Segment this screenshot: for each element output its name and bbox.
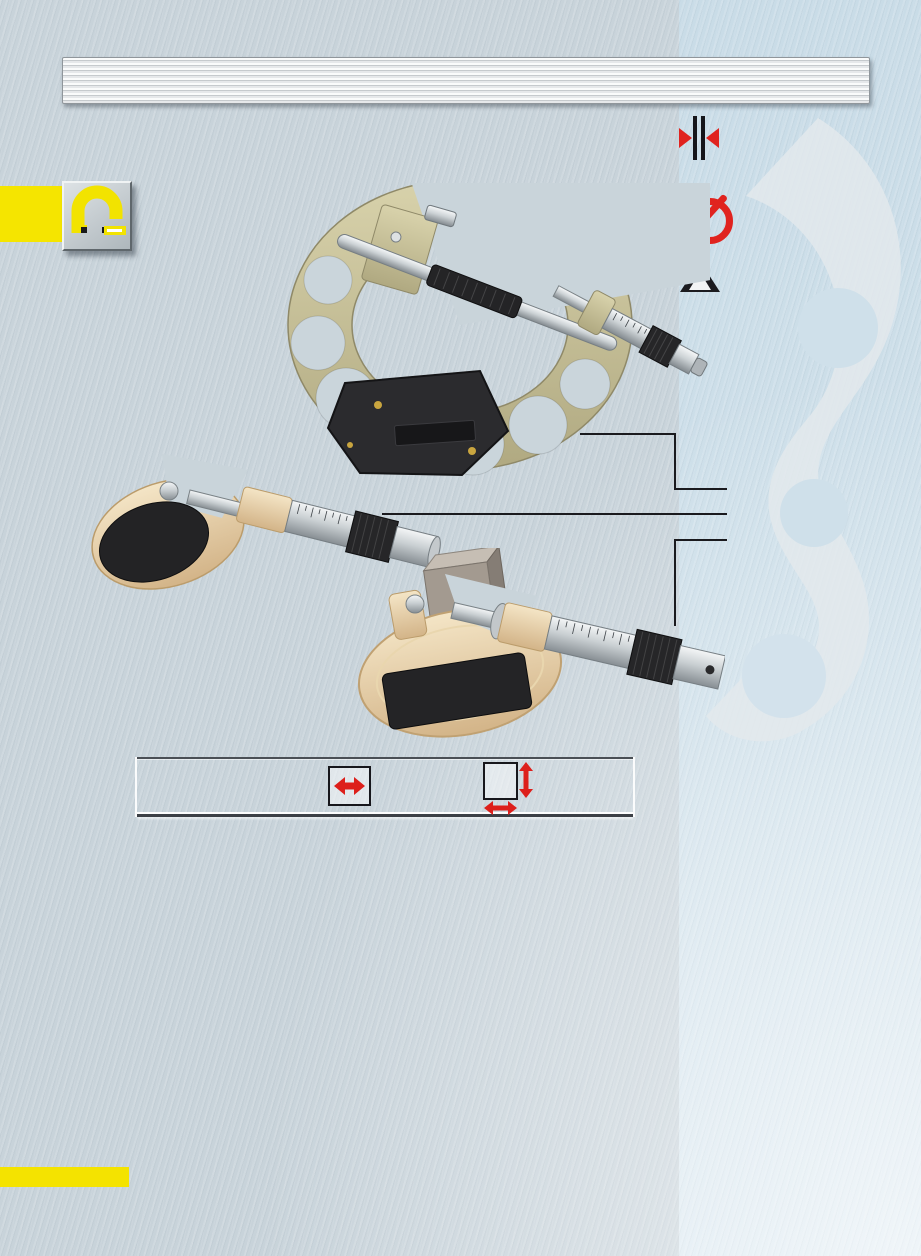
- brand-logo: [62, 181, 132, 251]
- page-number-bar: [0, 1167, 129, 1187]
- graduation-icon: [680, 116, 718, 160]
- page-header-bar: [62, 57, 870, 104]
- table-bottom-border: [137, 814, 633, 817]
- micrometer-photo-bottom: [345, 548, 725, 743]
- leader-line: [674, 488, 727, 490]
- micrometer-photo-large: [190, 183, 710, 483]
- model-table: [135, 757, 635, 817]
- dimensions-icon: [482, 761, 538, 817]
- table-header: [137, 759, 633, 812]
- leader-line: [674, 539, 727, 541]
- logo-yellow-strip: [0, 186, 70, 242]
- range-icon: [327, 763, 377, 811]
- micrometer-logo-icon: [64, 183, 130, 249]
